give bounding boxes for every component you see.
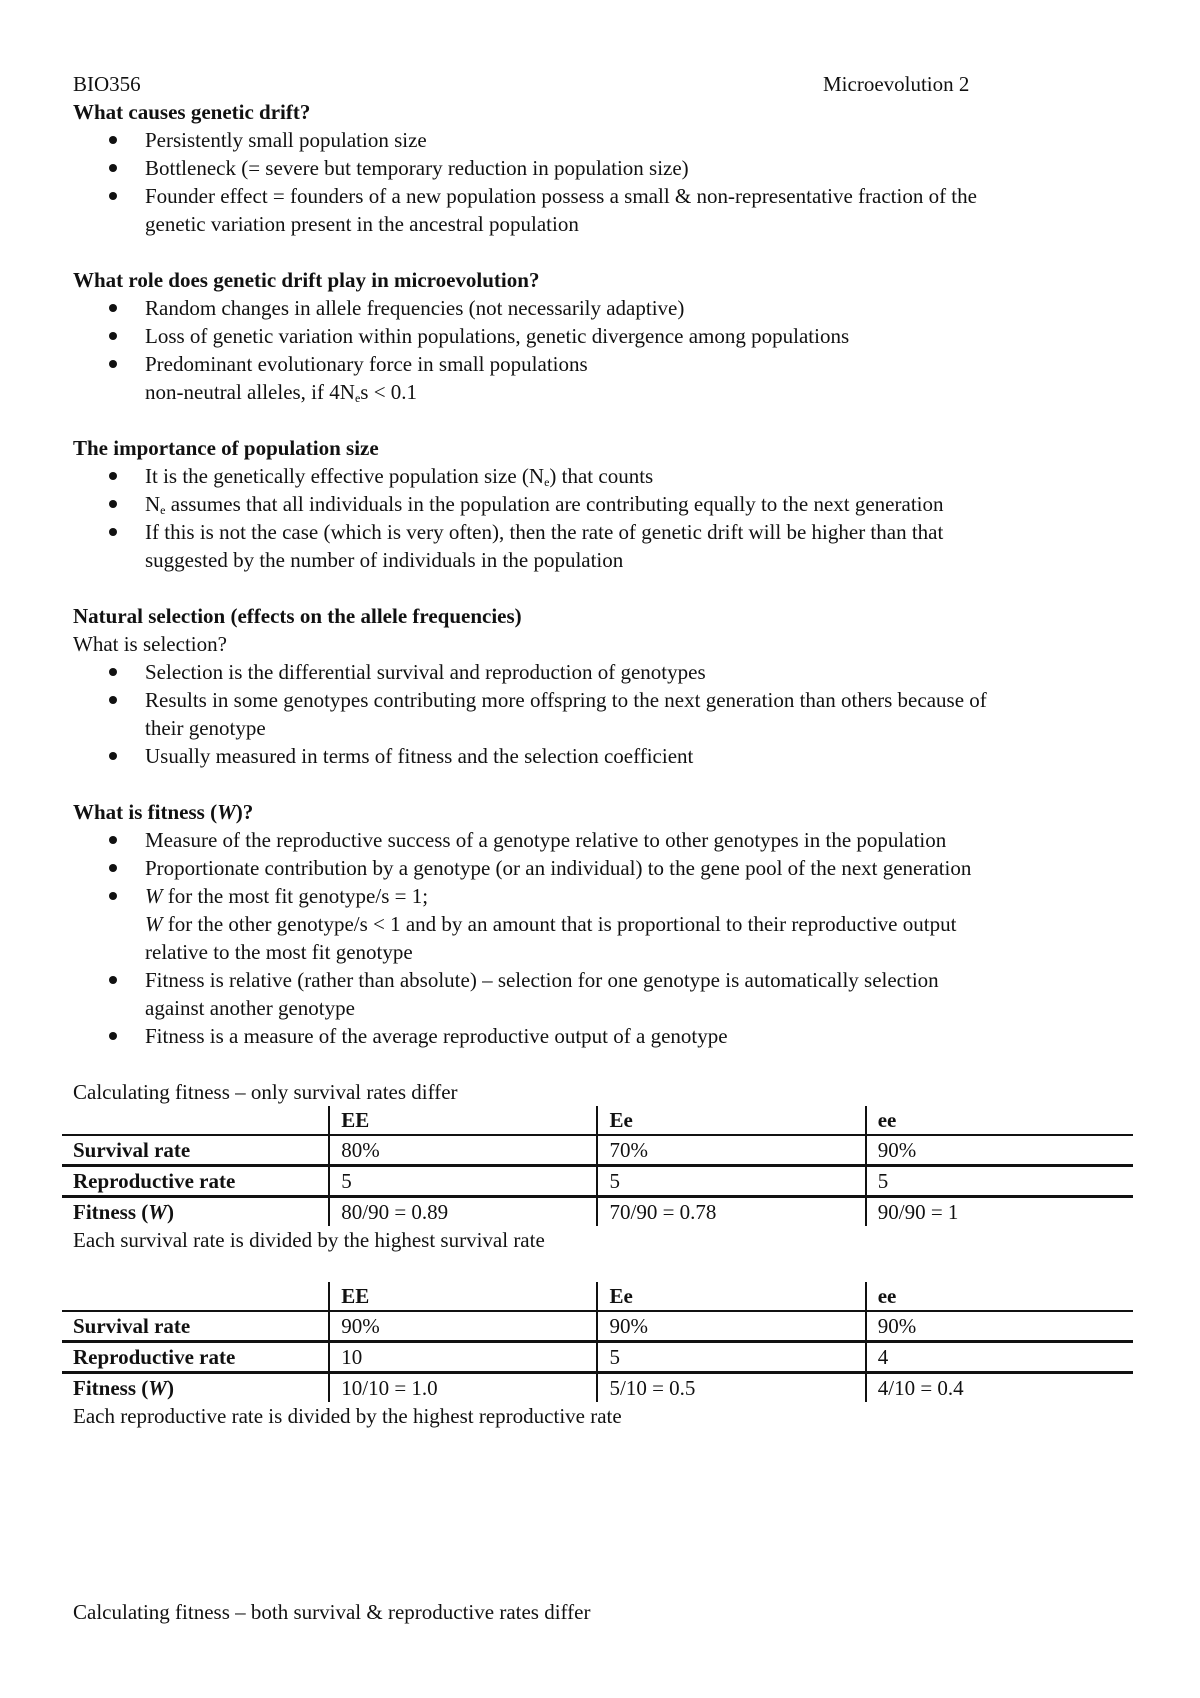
section-heading-drift-role: What role does genetic drift play in microevolution?: [73, 268, 540, 292]
section-heading-fitness: What is fitness (W)?: [73, 800, 254, 824]
column-header: ee: [866, 1282, 1133, 1311]
row-label: Reproductive rate: [62, 1166, 329, 1197]
table-cell: 80%: [329, 1135, 597, 1166]
row-label: Survival rate: [62, 1311, 329, 1342]
table-cell: 10/10 = 1.0: [329, 1373, 597, 1403]
document-title: Microevolution 2: [823, 72, 970, 96]
bullet-icon: [109, 472, 117, 480]
table-cell: 5: [597, 1166, 865, 1197]
row-label: Fitness (W): [62, 1197, 329, 1227]
bullet-icon: [109, 360, 117, 368]
bullet-icon: [109, 528, 117, 536]
table-cell: 5: [866, 1166, 1133, 1197]
selection-list: [73, 658, 1133, 714]
fitness-list: [73, 826, 1133, 910]
section-heading-population-size: The importance of population size: [73, 436, 379, 460]
column-header: EE: [329, 1282, 597, 1311]
bullet-icon: [109, 1032, 117, 1040]
list-item: If this is not the case (which is very often), then the rate of genetic drift will be higher than that: [73, 518, 1133, 546]
column-header: Ee: [597, 1106, 865, 1135]
table-row: [62, 1373, 1133, 1403]
list-item-continuation: against another genotype: [145, 996, 355, 1020]
fitness-table-survival: [62, 1106, 1133, 1226]
bullet-icon: [109, 192, 117, 200]
table-cell: 90/90 = 1: [866, 1197, 1133, 1227]
table-cell: 4: [866, 1342, 1133, 1373]
drift-causes-list: [73, 126, 1133, 210]
section-subheading: What is selection?: [73, 632, 227, 656]
bullet-icon: [109, 668, 117, 676]
list-item: Founder effect = founders of a new population possess a small & non-representative fraction of the: [73, 182, 1133, 210]
row-label: Reproductive rate: [62, 1342, 329, 1373]
table-cell: 90%: [866, 1311, 1133, 1342]
table-cell: 5: [329, 1166, 597, 1197]
list-item-continuation: genetic variation present in the ancestral population: [145, 212, 579, 236]
table-note: Each reproductive rate is divided by the highest reproductive rate: [73, 1404, 622, 1428]
list-item-continuation: suggested by the number of individuals in the population: [145, 548, 624, 572]
table-row: [62, 1311, 1133, 1342]
row-label: Fitness (W): [62, 1373, 329, 1403]
list-item: Measure of the reproductive success of a genotype relative to other genotypes in the population: [73, 826, 1133, 854]
table-row: [62, 1166, 1133, 1197]
fitness-table-reproductive: [62, 1282, 1133, 1402]
table-cell: 10: [329, 1342, 597, 1373]
row-label: Survival rate: [62, 1135, 329, 1166]
list-item-continuation: relative to the most fit genotype: [145, 940, 413, 964]
bullet-icon: [109, 976, 117, 984]
bullet-icon: [109, 752, 117, 760]
table-row: [62, 1197, 1133, 1227]
table-cell: 5: [597, 1342, 865, 1373]
list-item: Random changes in allele frequencies (not necessarily adaptive): [73, 294, 1133, 322]
column-header: ee: [866, 1106, 1133, 1135]
table-note: Each survival rate is divided by the highest survival rate: [73, 1228, 545, 1252]
bullet-icon: [109, 864, 117, 872]
bullet-icon: [109, 136, 117, 144]
course-code: BIO356: [73, 72, 141, 96]
table-caption: Calculating fitness – only survival rates differ: [73, 1080, 458, 1104]
drift-role-list: [73, 294, 1133, 378]
list-item: Loss of genetic variation within populations, genetic divergence among populations: [73, 322, 1133, 350]
table-cell: 80/90 = 0.89: [329, 1197, 597, 1227]
page-header: [73, 70, 1133, 98]
list-item: Bottleneck (= severe but temporary reduction in population size): [73, 154, 1133, 182]
list-item: Fitness is a measure of the average reproductive output of a genotype: [73, 1022, 1133, 1050]
population-size-list: [73, 462, 1133, 546]
column-header: EE: [329, 1106, 597, 1135]
list-item: It is the genetically effective population size $(N_e)$ that counts: [73, 462, 1133, 490]
table-cell: 4/10 = 0.4: [866, 1373, 1133, 1403]
table-cell: 90%: [329, 1311, 597, 1342]
list-item: Results in some genotypes contributing more offspring to the next generation than others because of: [73, 686, 1133, 714]
table-cell: 70%: [597, 1135, 865, 1166]
section-heading-drift-causes: What causes genetic drift?: [73, 100, 311, 124]
list-item: Selection is the differential survival and reproduction of genotypes: [73, 658, 1133, 686]
list-item-continuation: their genotype: [145, 716, 266, 740]
bullet-icon: [109, 696, 117, 704]
table-row: [62, 1135, 1133, 1166]
table-header-row: [62, 1106, 1133, 1135]
table-cell: 5/10 = 0.5: [597, 1373, 865, 1403]
list-item: Persistently small population size: [73, 126, 1133, 154]
list-item-continuation: non-neutral alleles, if $4N_es < 0.1$: [145, 380, 418, 405]
bullet-icon: [109, 304, 117, 312]
section-caption: Calculating fitness – both survival & reproductive rates differ: [73, 1600, 591, 1624]
bullet-icon: [109, 836, 117, 844]
list-item-continuation: W for the other genotype/s < 1 and by an amount that is proportional to their reproductive output: [145, 912, 957, 936]
document-page: [73, 70, 1133, 1626]
section-heading-natural-selection: Natural selection (effects on the allele frequencies): [73, 604, 522, 628]
bullet-icon: [109, 332, 117, 340]
list-item: W for the most fit genotype/s = 1;: [73, 882, 1133, 910]
list-item: Usually measured in terms of fitness and the selection coefficient: [73, 742, 1133, 770]
table-cell: 70/90 = 0.78: [597, 1197, 865, 1227]
table-row: [62, 1342, 1133, 1373]
list-item: Proportionate contribution by a genotype (or an individual) to the gene pool of the next generation: [73, 854, 1133, 882]
table-cell: 90%: [866, 1135, 1133, 1166]
column-header: Ee: [597, 1282, 865, 1311]
list-item: $N_e$ assumes that all individuals in the population are contributing equally to the next generation: [73, 490, 1133, 518]
list-item: Predominant evolutionary force in small populations: [73, 350, 1133, 378]
table-cell: 90%: [597, 1311, 865, 1342]
bullet-icon: [109, 500, 117, 508]
bullet-icon: [109, 892, 117, 900]
table-header-row: [62, 1282, 1133, 1311]
list-item: Fitness is relative (rather than absolute) – selection for one genotype is automatically selection: [73, 966, 1133, 994]
bullet-icon: [109, 164, 117, 172]
